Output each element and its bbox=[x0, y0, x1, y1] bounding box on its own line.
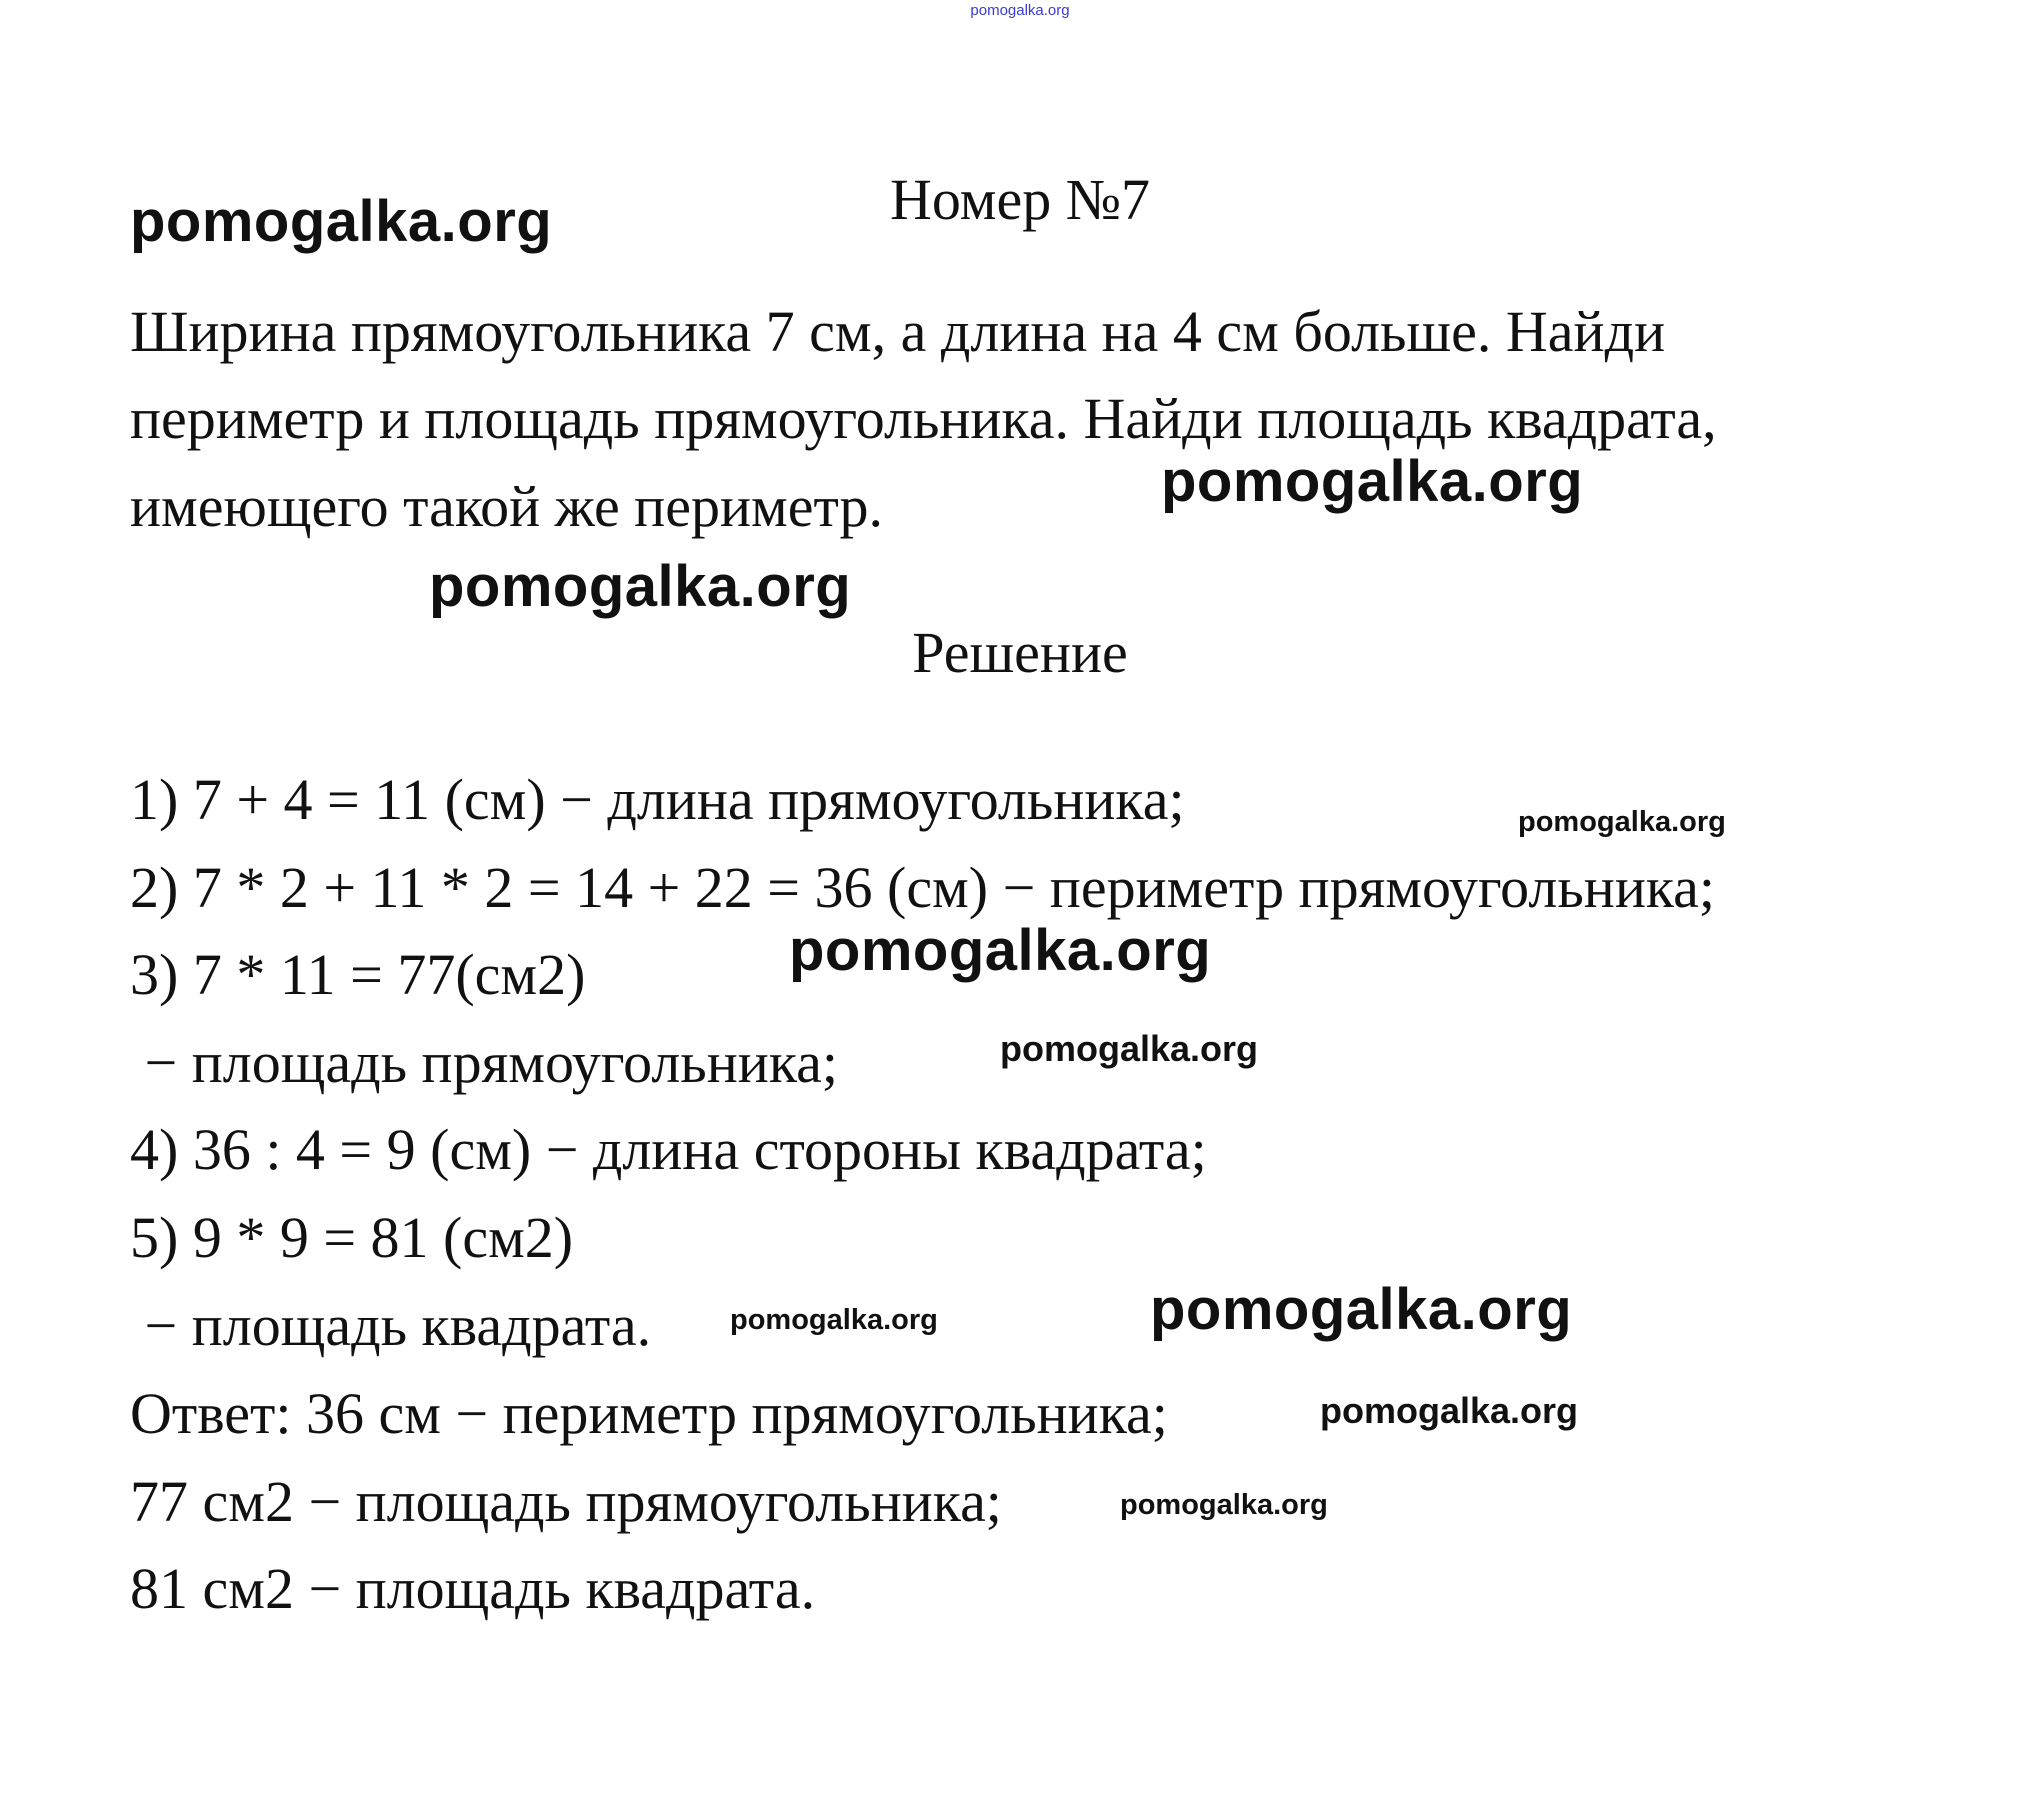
solution-line: 5) 9 * 9 = 81 (см2) bbox=[130, 1205, 574, 1270]
problem-line: имеющего такой же периметр. bbox=[130, 474, 884, 539]
watermark: pomogalka.org bbox=[1161, 449, 1584, 514]
watermark: pomogalka.org bbox=[429, 554, 852, 619]
solution-line: − площадь прямоугольника; bbox=[130, 1030, 838, 1095]
solution-heading: Решение bbox=[912, 620, 1128, 685]
watermark: pomogalka.org bbox=[1518, 806, 1726, 838]
problem-line: Ширина прямоугольника 7 см, а длина на 4 см больше. Найди bbox=[130, 299, 1666, 364]
answer-line: 81 см2 − площадь квадрата. bbox=[130, 1556, 816, 1621]
top-watermark: pomogalka.org bbox=[970, 2, 1070, 19]
problem-line: периметр и площадь прямоугольника. Найди площадь квадрата, bbox=[130, 386, 1717, 451]
answer-line: Ответ: 36 см − периметр прямоугольника; bbox=[130, 1381, 1168, 1446]
solution-line: 3) 7 * 11 = 77(см2) bbox=[130, 942, 586, 1007]
solution-line: 2) 7 * 2 + 11 * 2 = 14 + 22 = 36 (см) − периметр прямоугольника; bbox=[130, 855, 1716, 920]
watermark: pomogalka.org bbox=[1320, 1390, 1579, 1431]
solution-line: 1) 7 + 4 = 11 (см) − длина прямоугольника; bbox=[130, 767, 1185, 832]
watermark: pomogalka.org bbox=[789, 918, 1212, 983]
watermark: pomogalka.org bbox=[1150, 1277, 1573, 1342]
watermark: pomogalka.org bbox=[130, 189, 553, 254]
watermark: pomogalka.org bbox=[1000, 1028, 1259, 1069]
watermark: pomogalka.org bbox=[1120, 1489, 1328, 1521]
watermark: pomogalka.org bbox=[730, 1304, 938, 1336]
solution-line: − площадь квадрата. bbox=[130, 1293, 652, 1358]
page-title: Номер №7 bbox=[889, 167, 1151, 232]
answer-line: 77 см2 − площадь прямоугольника; bbox=[130, 1469, 1002, 1534]
solution-line: 4) 36 : 4 = 9 (см) − длина стороны квадрата; bbox=[130, 1117, 1207, 1182]
